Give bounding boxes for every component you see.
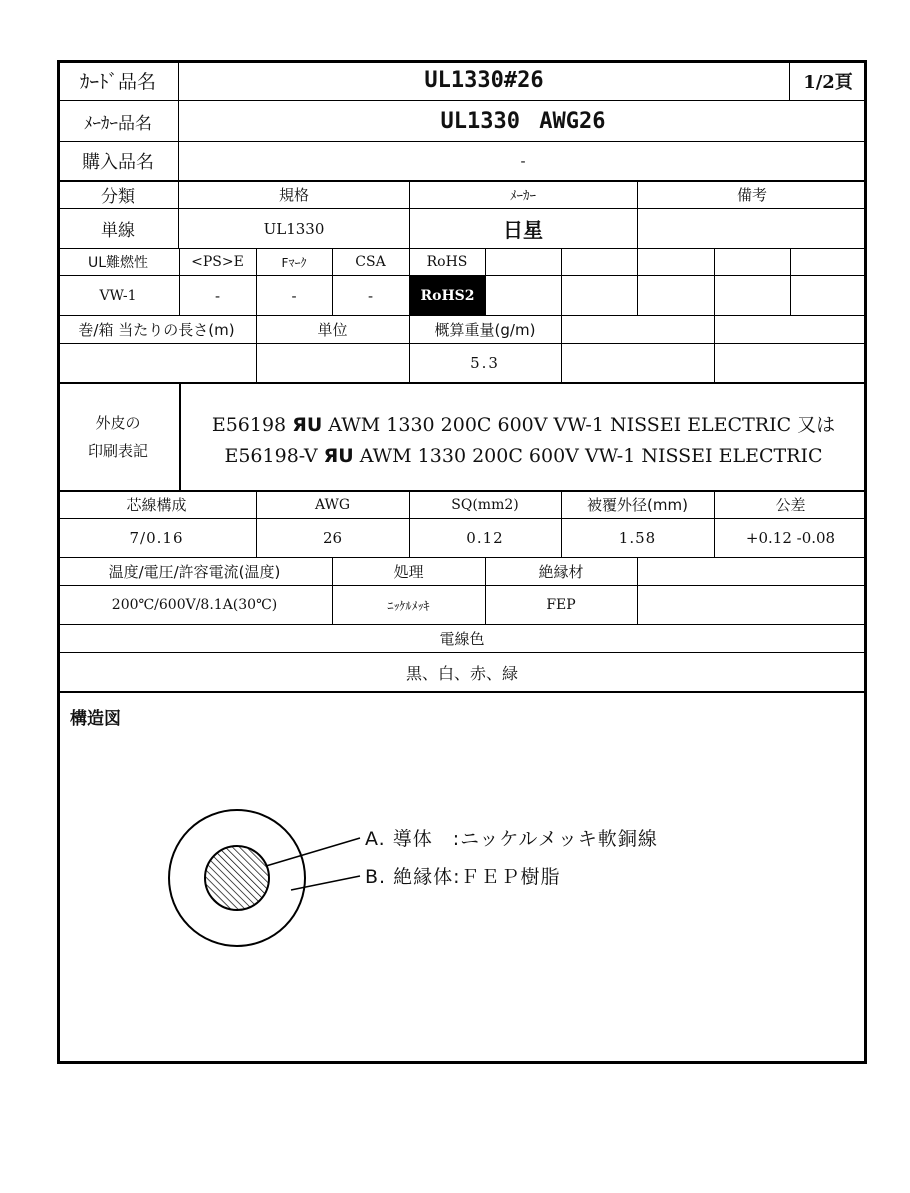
ul-flame-header: UL難燃性 — [87, 255, 149, 271]
rating-value: 200℃/600V/8.1A(30℃) — [111, 597, 278, 613]
strand-value: 7/0.16 — [129, 529, 184, 547]
sq-header: SQ(mm2) — [451, 496, 519, 513]
leader-line-b — [291, 876, 360, 890]
awg-value: 26 — [322, 529, 343, 547]
sq-value: 0.12 — [466, 529, 504, 547]
remarks-header: 備考 — [736, 186, 767, 204]
ul-recognized-icon: ЯU — [292, 414, 323, 436]
label-insulator: B. 絶縁体:ＦＥＰ樹脂 — [365, 866, 561, 888]
weight-header: 概算重量(g/m) — [434, 321, 536, 339]
maker-name-label: ﾒｰｶｰ品名 — [84, 113, 152, 134]
awg-header: AWG — [314, 496, 351, 513]
classification-value: 単線 — [101, 221, 135, 241]
rohs-header: RoHS — [426, 254, 468, 270]
purchase-name-label: 購入品名 — [82, 151, 154, 173]
card-name-value: UL1330#26 — [424, 68, 544, 93]
marking-line1-post: AWM 1330 200C 600V VW-1 NISSEI ELECTRIC 又は — [328, 414, 836, 436]
unit-header: 単位 — [317, 321, 348, 339]
marking-label-line2: 印刷表記 — [87, 441, 148, 460]
card-name-label: ｶｰﾄﾞ品名 — [79, 71, 156, 93]
tolerance-header: 公差 — [775, 496, 806, 514]
marking-line1-pre: E56198 — [211, 414, 287, 436]
wire-color-header: 電線色 — [439, 630, 485, 648]
standard-value: UL1330 — [263, 219, 325, 238]
ul-flame-value: VW-1 — [99, 287, 137, 304]
maker-name-value: UL1330 AWG26 — [440, 108, 606, 134]
outer-diameter-header: 被覆外径(mm) — [587, 496, 688, 514]
ul-recognized-icon: ЯU — [323, 445, 354, 467]
purchase-name-value: - — [520, 151, 526, 170]
pse-header: <PS>E — [191, 254, 244, 270]
outer-diameter-value: 1.58 — [618, 529, 657, 547]
f-mark-header: Fﾏｰｸ — [281, 255, 307, 270]
marking-label-line1: 外皮の — [95, 413, 141, 432]
rohs-badge: RoHS2 — [410, 276, 485, 315]
structure-title: 構造図 — [70, 709, 121, 729]
standard-header: 規格 — [278, 186, 309, 204]
rating-header: 温度/電圧/許容電流(温度) — [108, 563, 281, 581]
insulation-value: FEP — [546, 597, 576, 613]
wire-color-value: 黒、白、赤、緑 — [405, 663, 518, 683]
leader-line-a — [266, 838, 360, 866]
marking-line2-pre: E56198-V — [224, 445, 318, 467]
strand-header: 芯線構成 — [126, 496, 187, 514]
plating-header: 処理 — [393, 563, 424, 581]
weight-value: 5.3 — [470, 354, 500, 372]
length-per-reel-header: 巻/箱 当たりの長さ(m) — [78, 321, 235, 339]
conductor-circle — [205, 846, 269, 910]
label-conductor: A. 導体 :ニッケルメッキ軟銅線 — [365, 828, 658, 850]
csa-value: - — [367, 286, 374, 305]
plating-value: ﾆｯｹﾙﾒｯｷ — [387, 598, 430, 613]
page-number: 1/2頁 — [803, 71, 853, 93]
csa-header: CSA — [355, 254, 386, 270]
marking-line2-post: AWM 1330 200C 600V VW-1 NISSEI ELECTRIC — [359, 445, 823, 467]
insulation-header: 絶縁材 — [538, 563, 584, 581]
pse-value: - — [214, 286, 221, 305]
maker-value: 日星 — [503, 218, 543, 242]
tolerance-value: +0.12 -0.08 — [745, 529, 836, 547]
maker-header: ﾒｰｶｰ — [510, 189, 536, 204]
f-mark-value: - — [291, 286, 297, 305]
classification-header: 分類 — [101, 187, 135, 207]
